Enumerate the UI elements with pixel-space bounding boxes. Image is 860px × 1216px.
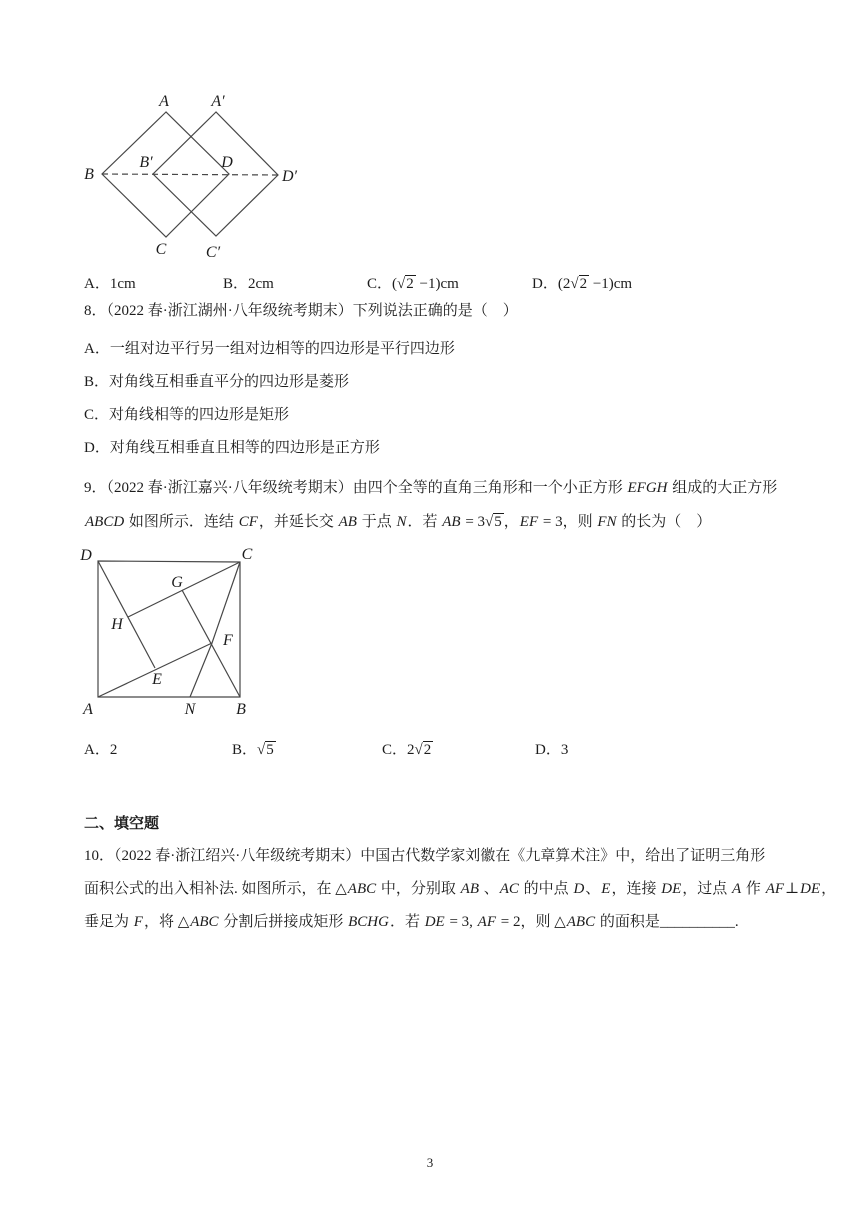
- question-7-options-row: [0, 272, 860, 298]
- vertex-label-b: B: [84, 166, 94, 183]
- vertex-label-n: N: [184, 701, 196, 718]
- vertex-label-a: A: [83, 701, 93, 718]
- question-9-option-d: D．3: [535, 742, 569, 758]
- question-8-option-c: C．对角线相等的四边形是矩形: [84, 407, 290, 423]
- question-9-option-c: C．2√2: [382, 742, 432, 758]
- vertex-label-a: A: [159, 93, 169, 110]
- question-7-option-a: A．1cm: [84, 276, 136, 292]
- vertex-label-d: D: [221, 154, 233, 171]
- figure-rhombus-translation: [60, 82, 300, 260]
- question-9-option-a: A．2: [84, 742, 118, 758]
- question-8-option-b: B．对角线互相垂直平分的四边形是菱形: [84, 374, 350, 390]
- vertex-label-c: C: [241, 546, 253, 563]
- question-8-stem: 8．（2022 春·浙江湖州·八年级统考期末）下列说法正确的是（ ）: [84, 303, 518, 319]
- vertex-label-b-prime: B′: [139, 154, 153, 171]
- question-8-option-a: A．一组对边平行另一组对边相等的四边形是平行四边形: [84, 341, 455, 357]
- question-9-stem-line-1: 9．（2022 春·浙江嘉兴·八年级统考期末）由四个全等的直角三角形和一个小正方形 EFGH 组成的大正方形: [84, 480, 778, 496]
- question-9-stem-line-2: ABCD 如图所示．连结 CF，并延长交 AB 于点 N．若 AB = 3√5 ，EF = 3，则 FN 的长为（ ）: [85, 514, 712, 530]
- segment-a-f: [98, 643, 212, 697]
- vertex-label-f: F: [223, 632, 233, 649]
- question-7-option-d: D．(2√2 −1)cm: [532, 276, 633, 292]
- segment-d-e: [98, 561, 155, 668]
- dashed-line-bd-prime: [102, 174, 278, 175]
- vertex-label-b: B: [236, 701, 246, 718]
- vertex-label-a-prime: A′: [211, 93, 225, 110]
- question-10-line-1: 10．（2022 春·浙江绍兴·八年级统考期末）中国古代数学家刘徽在《九章算术注》中，给出了证明三角形: [84, 848, 766, 864]
- question-7-option-b: B．2cm: [223, 276, 274, 292]
- vertex-label-g: G: [171, 574, 183, 591]
- question-10-line-3: 垂足为 F，将 △ABC 分割后拼接成矩形 BCHG．若 DE = 3, AF = 2，则 △ABC 的面积是__________.: [84, 914, 739, 930]
- vertex-label-c: C: [155, 241, 167, 258]
- vertex-label-h: H: [111, 616, 123, 633]
- question-7-option-c: C．(√2 −1)cm: [367, 276, 459, 292]
- page-number: 3: [426, 1155, 434, 1170]
- rhombus-a1b1c1d1: [153, 112, 278, 236]
- question-9-options-row: [0, 738, 860, 764]
- vertex-label-d: D: [80, 547, 92, 564]
- question-9-option-b: B．√5: [232, 742, 274, 758]
- segment-c-h: [128, 562, 240, 617]
- vertex-label-c-prime: C′: [205, 244, 221, 260]
- question-8-option-d: D．对角线互相垂直且相等的四边形是正方形: [84, 440, 380, 456]
- vertex-label-d-prime: D′: [282, 168, 298, 185]
- vertex-label-e: E: [152, 671, 162, 688]
- section-heading-fill-in-blank: 二、填空题: [84, 815, 160, 832]
- figure-pinwheel-square: [70, 545, 300, 723]
- question-10-line-2: 面积公式的出入相补法. 如图所示，在 △ABC 中，分别取 AB 、AC 的中点 D、E，连接 DE，过点 A 作 AF⊥DE，: [84, 881, 837, 897]
